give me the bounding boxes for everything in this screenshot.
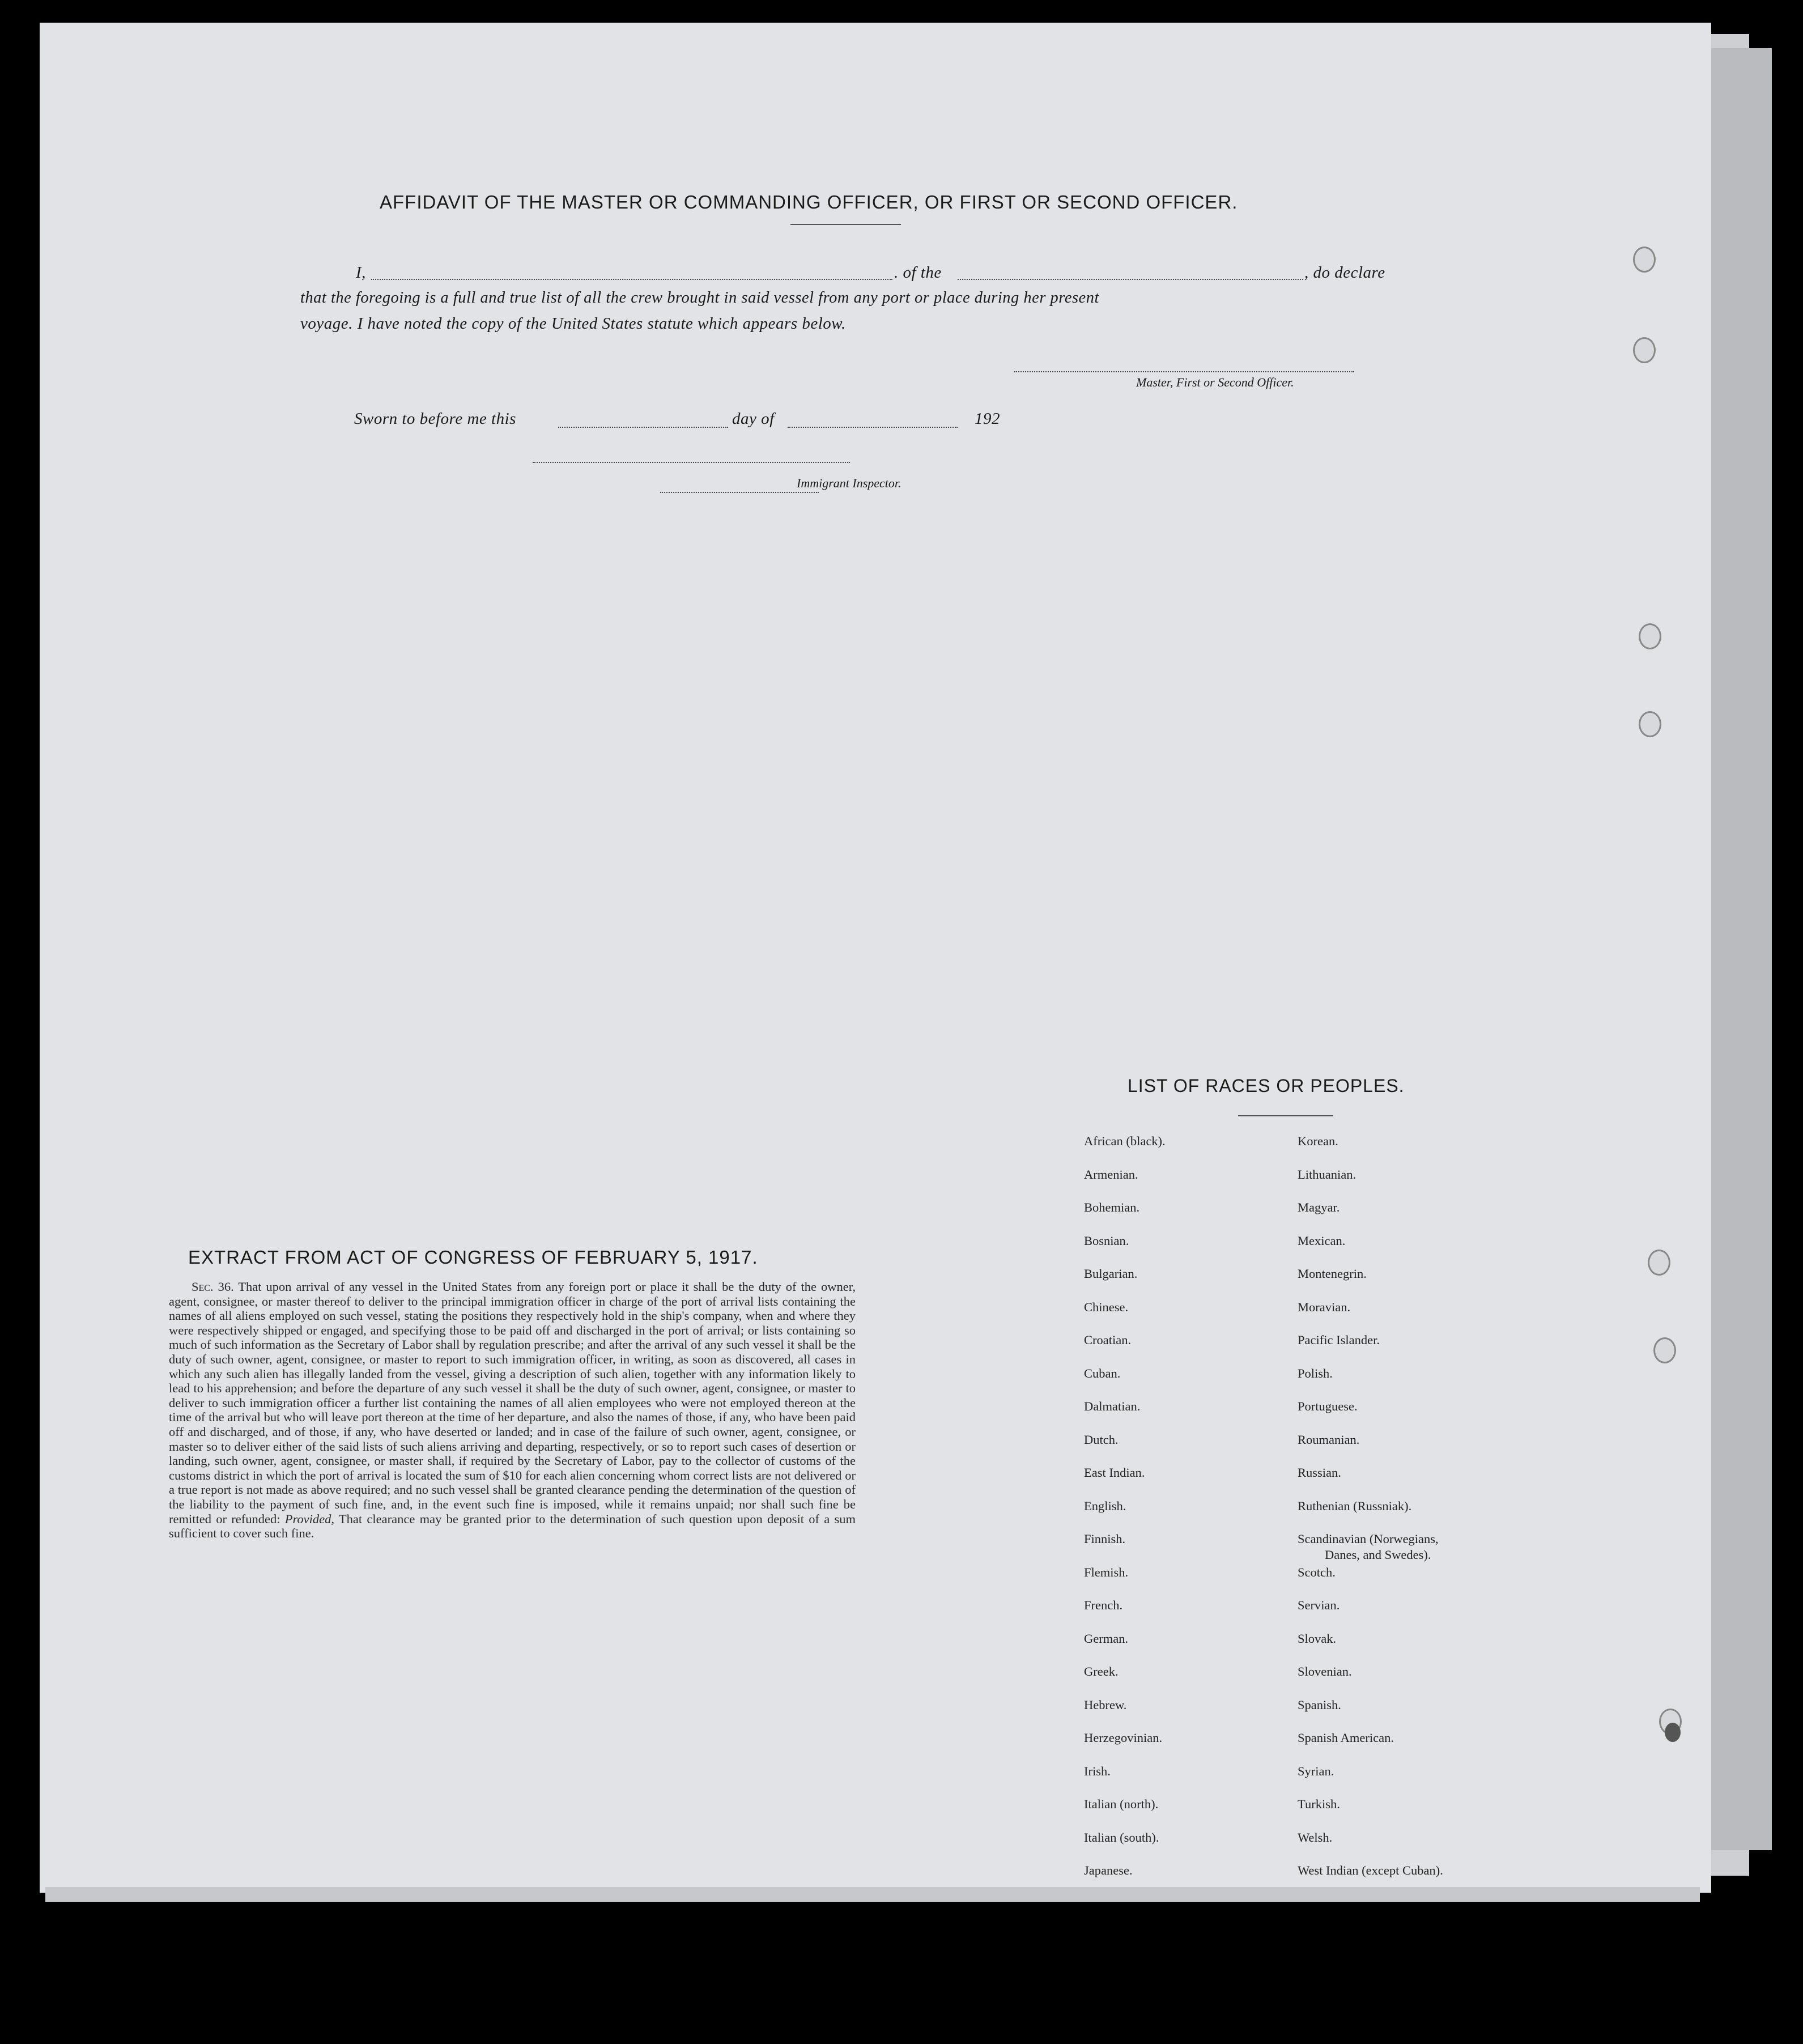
list-item: Portuguese.: [1298, 1399, 1358, 1413]
list-item: East Indian.: [1084, 1465, 1145, 1480]
master-signature-label: Master, First or Second Officer.: [1136, 375, 1294, 389]
races-right-column: [1298, 1133, 1443, 1896]
page-stack-edge: [1708, 48, 1772, 1850]
punch-hole: [1665, 1723, 1681, 1742]
list-item: Ruthenian (Russniak).: [1298, 1498, 1412, 1513]
list-item: Armenian.: [1084, 1167, 1138, 1182]
page-stack-edge: [45, 1887, 1700, 1902]
master-signature-field[interactable]: [1014, 371, 1354, 372]
list-item: Bulgarian.: [1084, 1267, 1138, 1281]
list-item: Herzegovinian.: [1084, 1731, 1163, 1745]
list-item: Irish.: [1084, 1763, 1111, 1778]
list-item: Pacific Islander.: [1298, 1333, 1380, 1347]
inspector-label: Immigrant Inspector.: [797, 476, 902, 490]
affidavit-line-2: that the foregoing is a full and true list of all the crew brought in said vessel from any port or place during her present: [300, 289, 1099, 307]
document-page: [40, 23, 1711, 1893]
punch-hole: [1648, 1250, 1670, 1276]
list-item: Bosnian.: [1084, 1233, 1129, 1248]
list-item: French.: [1084, 1598, 1123, 1612]
list-item: Flemish.: [1084, 1565, 1129, 1579]
list-item: English.: [1084, 1498, 1126, 1513]
affidavit-i-label: I,: [356, 264, 366, 282]
provided-clause: Provided,: [284, 1511, 335, 1526]
list-item: Servian.: [1298, 1598, 1340, 1612]
list-item: Syrian.: [1298, 1763, 1334, 1778]
list-item: Italian (north).: [1084, 1797, 1159, 1811]
inspector-signature-underline: [660, 492, 819, 493]
affidavit-line-3: voyage. I have noted the copy of the United States statute which appears below.: [300, 315, 846, 333]
day-of-label: day of: [732, 410, 775, 428]
punch-hole: [1639, 711, 1661, 737]
list-item: Scotch.: [1298, 1565, 1336, 1579]
list-item: Korean.: [1298, 1134, 1338, 1148]
section-body-end: That clearance may be granted prior to the determination of such question upon deposit of a sum sufficient to cover such fine.: [169, 1511, 856, 1541]
list-item: Hebrew.: [1084, 1697, 1127, 1712]
extract-title: EXTRACT FROM ACT OF CONGRESS OF FEBRUARY 5, 1917.: [188, 1247, 758, 1268]
list-item: Bohemian.: [1084, 1200, 1140, 1214]
races-title: LIST OF RACES OR PEOPLES.: [1128, 1076, 1405, 1096]
list-item: Scandinavian (Norwegians, Danes, and Swedes).: [1298, 1531, 1443, 1565]
list-item: Dalmatian.: [1084, 1399, 1141, 1413]
races-title-underline: [1238, 1115, 1333, 1116]
list-item: Dutch.: [1084, 1432, 1119, 1447]
list-item: Welsh.: [1298, 1830, 1333, 1845]
list-item: Spanish American.: [1298, 1731, 1394, 1745]
punch-hole: [1633, 337, 1656, 363]
list-item: Polish.: [1298, 1366, 1333, 1380]
sworn-month-field[interactable]: [788, 427, 958, 428]
section-body: That upon arrival of any vessel in the United States from any foreign port or place it shall be the duty of the owner, agent, consignee, or master thereof to deliver to the principal immigration officer in charge of the port of arrival lists containing the names of all aliens employed on such vessel, stating the positions they respectively hold in the ship's company, when and where they were respectively shipped or engaged, and specifying those to be paid off and discharged in the port of arrival; or lists containing so much of such information as the Secretary of Labor shall by regulation prescribe; and after the arrival of any such vessel it shall be the duty of such owner, agent, consignee, or master to report to such immigration officer, in writing, as soon as discovered, all cases in which any such alien has illegally landed from the vessel, giving a description of such alien, together with any information likely to lead to his apprehension; and before the departure of any such vessel it shall be the duty of such owner, agent, consignee, or master to deliver to such immigration officer a further list containing the names of all alien employees who were not employed thereon at the time of the arrival but who will leave port thereon at the time of her departure, and also the names of those, if any, who have been paid off and discharged, and of those, if any, who have deserted or landed; and in case of the failure of such owner, agent, consignee, or master so to deliver either of the said lists of such aliens arriving and departing, respectively, or so to report such cases of desertion or landing, such owner, agent, consignee, or master shall, if required by the Secretary of Labor, pay to the collector of customs of the customs district in which the port of arrival is located the sum of $10 for each alien concerning whom correct lists are not delivered or a true report is not made as above required; and no such vessel shall be granted clearance pending the determination of the question of the liability to the payment of such fine, and, in the event such fine is imposed, while it remains unpaid; nor shall such fine be remitted or refunded:: [169, 1280, 856, 1526]
punch-hole: [1633, 247, 1656, 273]
list-item: Slovenian.: [1298, 1664, 1352, 1678]
list-item: Russian.: [1298, 1465, 1341, 1480]
list-item: West Indian (except Cuban).: [1298, 1863, 1443, 1877]
list-item: Japanese.: [1084, 1863, 1133, 1877]
list-item: Chinese.: [1084, 1299, 1129, 1314]
title-underline: [790, 224, 901, 225]
sworn-label: Sworn to before me this: [354, 410, 516, 428]
affidavit-do-declare: , do declare: [1304, 264, 1385, 282]
sworn-day-field[interactable]: [558, 427, 728, 428]
officer-name-field[interactable]: [371, 279, 892, 280]
list-item-continuation: Danes, and Swedes).: [1325, 1548, 1431, 1562]
list-item: Slovak.: [1298, 1631, 1337, 1646]
list-item: Magyar.: [1298, 1200, 1340, 1214]
list-item: Finnish.: [1084, 1532, 1126, 1546]
list-item: Mexican.: [1298, 1233, 1346, 1248]
list-item: Lithuanian.: [1298, 1167, 1356, 1182]
affidavit-of-the: . of the: [894, 264, 942, 282]
list-item: German.: [1084, 1631, 1129, 1646]
list-item: Greek.: [1084, 1664, 1119, 1678]
inspector-signature-field[interactable]: [533, 462, 850, 463]
list-item: Roumanian.: [1298, 1432, 1360, 1447]
section-number: Sec. 36.: [192, 1280, 234, 1294]
affidavit-title: AFFIDAVIT OF THE MASTER OR COMMANDING OFFICER, OR FIRST OR SECOND OFFICER.: [380, 192, 1238, 213]
list-item: Cuban.: [1084, 1366, 1121, 1380]
list-item: Turkish.: [1298, 1797, 1340, 1811]
list-item: African (black).: [1084, 1134, 1166, 1148]
races-left-column: [1084, 1133, 1166, 1896]
list-item: Croatian.: [1084, 1333, 1132, 1347]
list-item: Italian (south).: [1084, 1830, 1159, 1845]
act-section-36-text: [169, 1280, 856, 1541]
punch-hole: [1653, 1337, 1676, 1363]
list-item: Moravian.: [1298, 1299, 1351, 1314]
list-item: Spanish.: [1298, 1697, 1341, 1712]
punch-hole: [1639, 623, 1661, 649]
list-item: Montenegrin.: [1298, 1267, 1367, 1281]
year-prefix: 192: [975, 410, 1000, 428]
vessel-name-field[interactable]: [958, 279, 1303, 280]
